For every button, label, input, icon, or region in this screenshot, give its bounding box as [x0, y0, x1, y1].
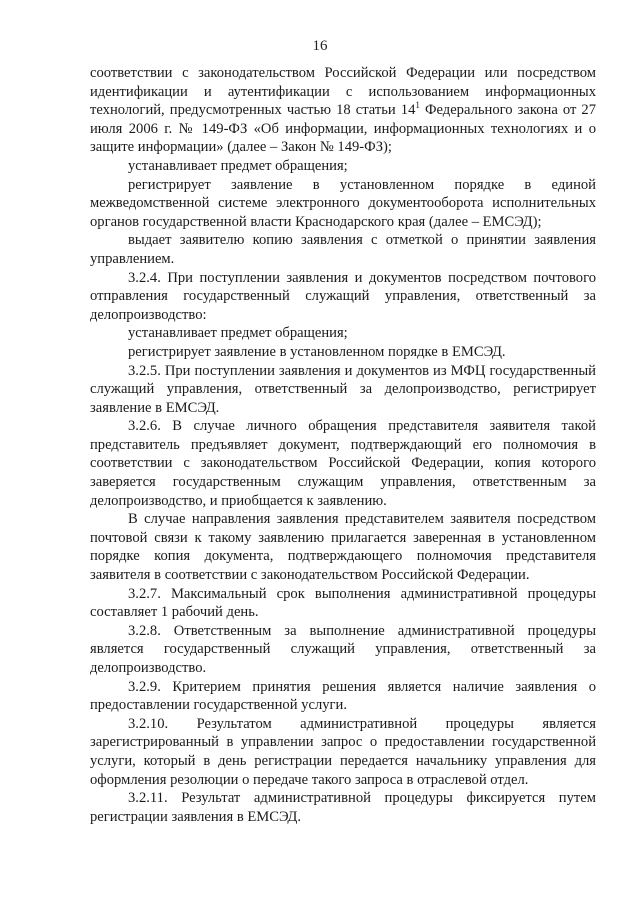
paragraph-p2: устанавливает предмет обращения; — [128, 157, 348, 174]
paragraph-p14: 3.2.10. Результатом административной процедуры является зарегистрированный в управлении запрос о предоставлении государственной услуги, который в день регистрации передается начальнику управления для оформления резолюции о передаче такого запроса в отраслевой отдел. — [90, 715, 596, 788]
paragraph-p8: 3.2.5. При поступлении заявления и документов из МФЦ государственный служащий управления, ответственный за делопроизводство, регистрирует заявление в ЕМСЭД. — [90, 362, 596, 416]
paragraph-p7: регистрирует заявление в установленном порядке в ЕМСЭД. — [128, 343, 506, 360]
paragraph-p6: устанавливает предмет обращения; — [128, 325, 348, 342]
paragraph-p12: 3.2.8. Ответственным за выполнение административной процедуры является государственный служащий управления, ответственный за делопроизводство. — [90, 622, 596, 676]
paragraph-p13: 3.2.9. Критерием принятия решения является наличие заявления о предоставлении государственной услуги. — [90, 678, 596, 714]
paragraph-p1-text-end: Федерального закона от 27 июля 2006 г. № 149-ФЗ «Об информации, информационных технологиях и о защите информации» (далее – Закон № 149-ФЗ); — [90, 102, 596, 156]
paragraph-p1-text-start: соответствии с законодательством Российской Федерации или посредством идентификации и аутентификации с использованием информационных технологий, предусмотренных частью 18 статьи 14 — [90, 65, 596, 119]
paragraph-p1 — [90, 64, 596, 157]
paragraph-p9: 3.2.6. В случае личного обращения представителя заявителя такой представитель предъявляет документ, подтверждающий его полномочия в соответствии с законодательством Российской Федерации, копия которого заверяется государственным служащим управления, ответственным за делопроизводство, и приобщается к заявлению. — [90, 418, 596, 509]
document-body — [90, 64, 596, 826]
paragraph-p15: 3.2.11. Результат административной процедуры фиксируется путем регистрации заявления в ЕМСЭД. — [90, 790, 596, 825]
paragraph-p11: 3.2.7. Максимальный срок выполнения административной процедуры составляет 1 рабочий день. — [90, 585, 596, 621]
paragraph-p10: В случае направления заявления представителем заявителя посредством почтовой связи к такому заявлению прилагается заверенная в установленном порядке копия документа, подтверждающего полномочия представителя заявителя в соответствии с законодательством Российской Федерации. — [90, 511, 596, 584]
paragraph-p5: 3.2.4. При поступлении заявления и документов посредством почтового отправления государственный служащий управления, ответственный за делопроизводство: — [90, 269, 596, 323]
paragraph-p3: регистрирует заявление в установленном порядке в единой межведомственной системе электронного документооборота исполнительных органов государственной власти Краснодарского края (далее – ЕМСЭД); — [90, 176, 596, 230]
paragraph-p4: выдает заявителю копию заявления с отметкой о принятии заявления управлением. — [90, 232, 596, 267]
footnote-superscript: 1 — [415, 100, 420, 111]
page-number: 16 — [312, 38, 328, 54]
